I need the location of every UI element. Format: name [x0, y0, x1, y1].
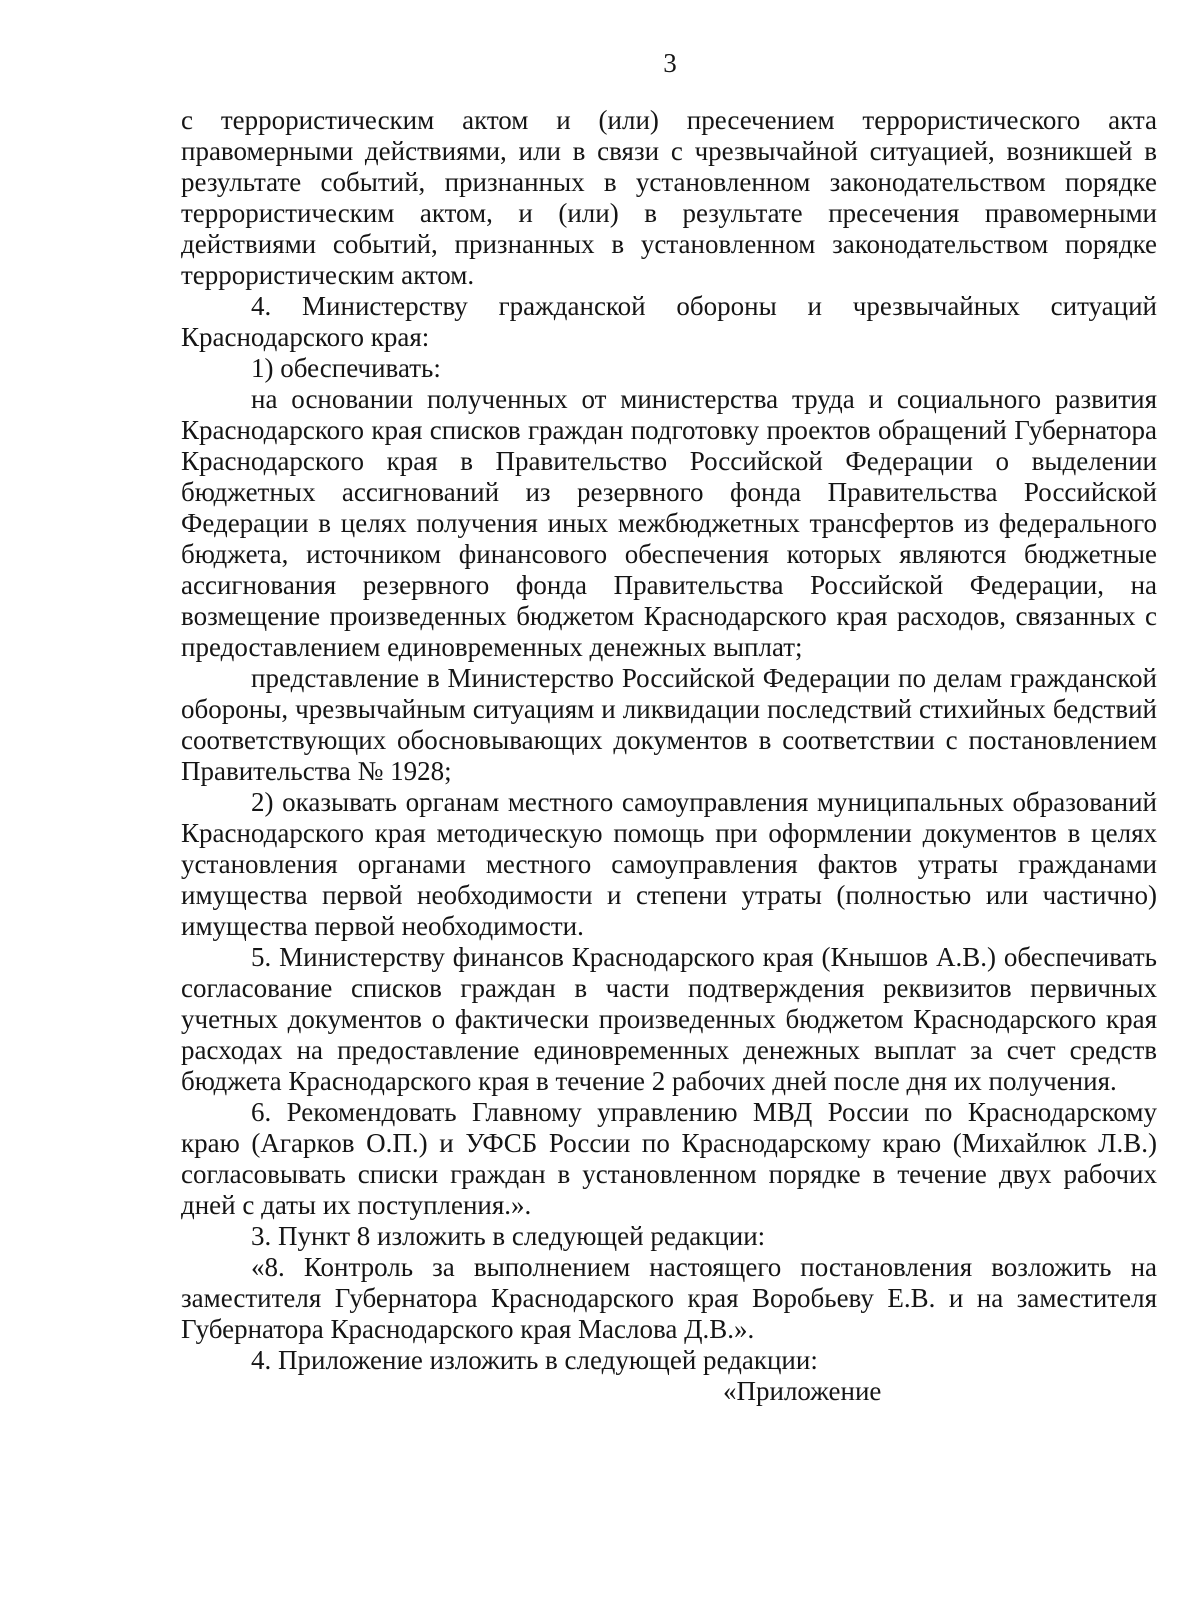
paragraph-amendment-4: 4. Приложение изложить в следующей редакции:	[251, 1345, 818, 1375]
appendix-label: «Приложение	[723, 1376, 882, 1406]
paragraph-continuation: с террористическим актом и (или) пресечением террористического акта правомерными действиями, или в связи с чрезвычайной ситуацией, возникшей в результате событий, признанных в установленном законодательством порядке террористическим актом, и (или) в результате пресечения правомерными действиями событий, признанных в установленном законодательством порядке террористическим актом.	[181, 105, 1157, 290]
page-number: 3	[663, 48, 677, 78]
paragraph-amendment-3: 3. Пункт 8 изложить в следующей редакции:	[251, 1221, 766, 1251]
paragraph-clause-8: «8. Контроль за выполнением настоящего постановления возложить на заместителя Губернатора Краснодарского края Воробьеву Е.В. и на заместителя Губернатора Краснодарского края Маслова Д.В.».	[181, 1252, 1157, 1344]
paragraph-subitem-2: 2) оказывать органам местного самоуправления муниципальных образований Краснодарского края методическую помощь при оформлении документов в целях установления органами местного самоуправления фактов утраты гражданами имущества первой необходимости и степени утраты (полностью или частично) имущества первой необходимости.	[181, 787, 1157, 941]
paragraph-subitem-1: 1) обеспечивать:	[251, 353, 441, 383]
paragraph-item-5: 5. Министерству финансов Краснодарского края (Кнышов А.В.) обеспечивать согласование списков граждан в части подтверждения реквизитов первичных учетных документов о фактически произведенных бюджетом Краснодарского края расходах на предоставление единовременных денежных выплат за счет средств бюджета Краснодарского края в течение 2 рабочих дней после дня их получения.	[181, 942, 1157, 1096]
paragraph-item-6: 6. Рекомендовать Главному управлению МВД России по Краснодарскому краю (Агарков О.П.) и УФСБ России по Краснодарскому краю (Михайлюк Л.В.) согласовывать списки граждан в установленном порядке в течение двух рабочих дней с даты их поступления.».	[181, 1097, 1157, 1220]
paragraph-subitem-1-a: на основании полученных от министерства труда и социального развития Краснодарского края списков граждан подготовку проектов обращений Губернатора Краснодарского края в Правительство Российской Федерации о выделении бюджетных ассигнований из резервного фонда Правительства Российской Федерации в целях получения иных межбюджетных трансфертов из федерального бюджета, источником финансового обеспечения которых являются бюджетные ассигнования резервного фонда Правительства Российской Федерации, на возмещение произведенных бюджетом Краснодарского края расходов, связанных с предоставлением единовременных денежных выплат;	[181, 384, 1157, 662]
document-body	[181, 105, 1157, 1407]
paragraph-item-4: 4. Министерству гражданской обороны и чрезвычайных ситуаций Краснодарского края:	[181, 291, 1157, 352]
paragraph-subitem-1-b: представление в Министерство Российской Федерации по делам гражданской обороны, чрезвычайным ситуациям и ликвидации последствий стихийных бедствий соответствующих обосновывающих документов в соответствии с постановлением Правительства № 1928;	[181, 663, 1157, 786]
